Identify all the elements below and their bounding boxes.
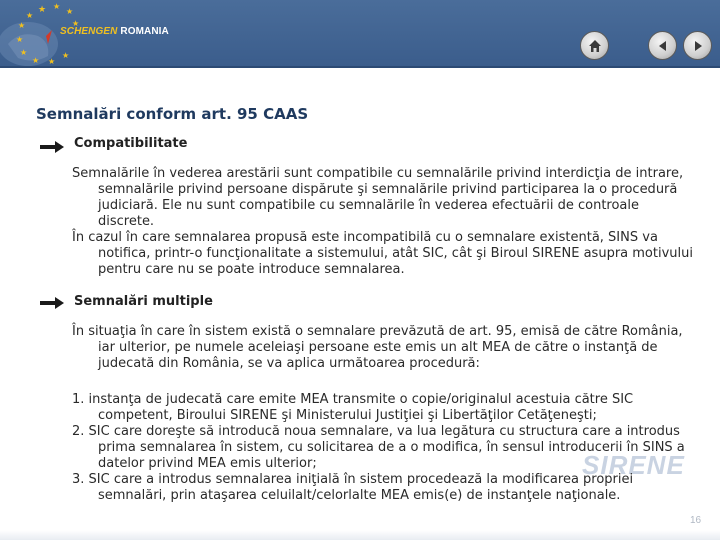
svg-text:★: ★ (38, 5, 47, 15)
list-item: 2. SIC care doreşte să introducă noua semnalare, va lua legătura cu structura care a introdus prima semnalarea în sistem, cu solicitarea de a o modifica, în sensul introducerii în SINS a datelor privind MEA emis ulterior; (72, 424, 685, 471)
list-item: 3. SIC care a introdus semnalarea iniţială în sistem procedează la modificarea propriei semnalări, prin ataşarea celuilalt/celorlalte MEA emis(e) de instanţele naţionale. (72, 472, 634, 503)
list-item: 1. instanţa de judecată care emite MEA transmite o copie/originalul acestuia către SIC competent, Biroului SIRENE şi Ministerului Justiţiei şi Libertăţilor Cetăţeneşti; (72, 392, 634, 423)
svg-text:★: ★ (32, 56, 40, 65)
svg-text:★: ★ (48, 57, 56, 66)
brand-romania: ROMANIA (120, 26, 169, 37)
arrow-right-icon (40, 297, 64, 309)
paragraph-compatibilitate (72, 166, 697, 278)
paragraph-text: În cazul în care semnalarea propusă este incompatibilă cu o semnalare existentă, SINS va notifica, printr-o funcţionalitate a sistemului, atât SIC, cât şi Biroul SIRENE asupra motivului pentru care nu se poate introduce semnalarea. (72, 230, 693, 277)
next-button[interactable] (683, 31, 712, 60)
triangle-right-icon (690, 38, 706, 54)
footer-band (0, 530, 720, 540)
arrow-right-icon (40, 141, 64, 153)
home-icon (587, 38, 603, 54)
procedure-list (72, 392, 697, 504)
svg-text:★: ★ (16, 35, 24, 44)
brand-title (60, 26, 169, 37)
svg-text:★: ★ (26, 11, 34, 20)
svg-text:★: ★ (62, 51, 70, 60)
header-divider (0, 66, 720, 68)
sirene-watermark: SIRENE (582, 450, 685, 480)
home-button[interactable] (580, 31, 609, 60)
section-heading-semnalari-multiple: Semnalări multiple (74, 294, 213, 309)
section-heading-compatibilitate: Compatibilitate (74, 136, 188, 151)
svg-text:★: ★ (18, 21, 26, 30)
paragraph-text: Semnalările în vederea arestării sunt compatibile cu semnalările privind interdicţia de intrare, semnalările privind persoane dispărute şi semnalările privind participarea la o procedură judiciară. Ele nu sunt compatibile cu semnalările în vederea efectuării de controale discrete. (72, 166, 684, 229)
header-bar (0, 0, 720, 66)
svg-text:★: ★ (53, 2, 61, 11)
triangle-left-icon (655, 38, 671, 54)
paragraph-text: În situaţia în care în sistem există o semnalare prevăzută de art. 95, emisă de către România, iar ulterior, pe numele aceleiaşi persoane este emis un alt MEA de către o instanţă de judecată din România, se va aplica următoarea procedură: (72, 324, 683, 371)
svg-text:★: ★ (66, 7, 74, 16)
page-number: 16 (690, 515, 702, 526)
paragraph-semnalari-multiple (72, 324, 697, 372)
previous-button[interactable] (648, 31, 677, 60)
slide-title: Semnalări conform art. 95 CAAS (36, 105, 309, 123)
svg-text:★: ★ (72, 19, 80, 28)
brand-schengen: SCHENGEN (60, 26, 118, 37)
svg-text:★: ★ (20, 48, 28, 57)
